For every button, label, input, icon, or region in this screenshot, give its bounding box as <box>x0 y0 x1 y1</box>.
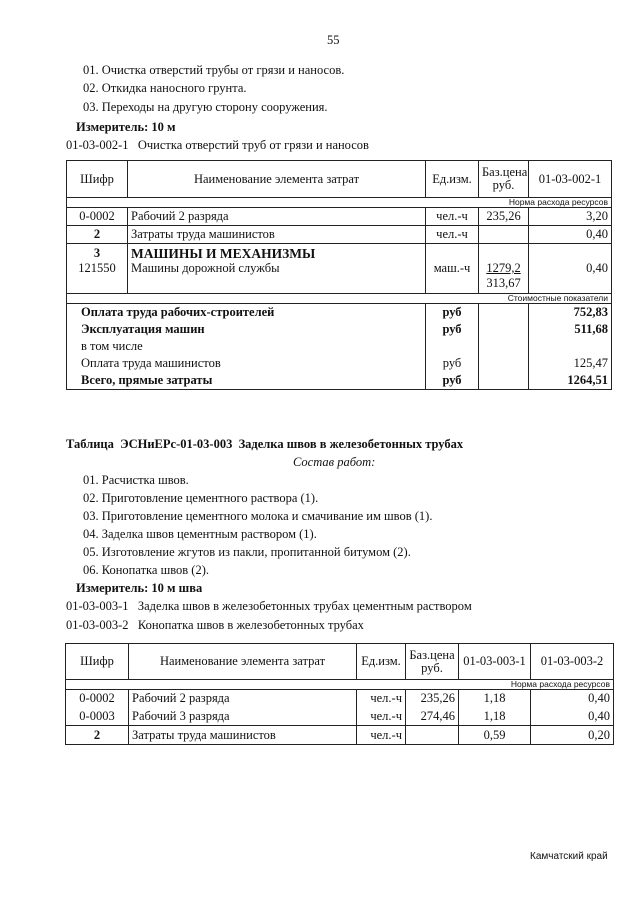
cell-value-2: 0,40 <box>531 708 614 726</box>
cell-value-2: 0,40 <box>531 690 614 708</box>
work-item: 01. Расчистка швов. <box>83 473 189 487</box>
header-name: Наименование элемента затрат <box>128 161 426 198</box>
work-item: 05. Изготовление жгутов из пакли, пропитанной битумом (2). <box>83 545 411 559</box>
header-norm-code-1: 01-03-003-1 <box>459 644 531 680</box>
cell-value-1: 0,59 <box>459 726 531 745</box>
header-name: Наименование элемента затрат <box>129 644 357 680</box>
table-row-group <box>67 244 612 294</box>
footer-region: Камчатский край <box>530 851 608 862</box>
table-title: Таблица ЭСНиЕРс-01-03-003 Заделка швов в железобетонных трубах <box>66 437 464 451</box>
cost-value: 511,68 <box>529 321 612 338</box>
cell-group-code: 3 <box>93 246 101 260</box>
table-row <box>66 708 614 726</box>
cost-name: Эксплуатация машин <box>67 321 426 338</box>
cell-value-1: 1,18 <box>459 708 531 726</box>
cell-code: 0-0003 <box>66 708 129 726</box>
cell-value: 0,40 <box>529 226 612 244</box>
work-item: 02. Приготовление цементного раствора (1). <box>83 491 319 505</box>
cell-price: 274,46 <box>406 708 459 726</box>
cell-price-top: 1279,2 <box>486 261 521 275</box>
header-code: Шифр <box>66 644 129 680</box>
cell-value-1: 1,18 <box>459 690 531 708</box>
cost-value: 752,83 <box>529 304 612 322</box>
cost-row <box>67 372 612 390</box>
work-item: 03. Приготовление цементного молока и смачивание им швов (1). <box>83 509 433 523</box>
cell-value: 0,40 <box>529 244 612 294</box>
cell-unit: чел.-ч <box>357 690 406 708</box>
table-row <box>67 208 612 226</box>
cell-name: Затраты труда машинистов <box>129 726 357 745</box>
cell-unit: чел.-ч <box>357 726 406 745</box>
cell-price <box>406 726 459 745</box>
table-row <box>66 726 614 745</box>
cell-code: 0-0002 <box>67 208 128 226</box>
work-item: 02. Откидка наносного грунта. <box>83 81 247 95</box>
cell-price: 235,26 <box>406 690 459 708</box>
meter-label: Измеритель: 10 м <box>76 120 176 134</box>
cost-row <box>67 321 612 338</box>
header-norm-code: 01-03-002-1 <box>529 161 612 198</box>
cell-name: Машины дорожной службы <box>131 261 280 275</box>
cost-row <box>67 304 612 322</box>
header-code: Шифр <box>67 161 128 198</box>
cell-unit: чел.-ч <box>426 226 479 244</box>
norm-label: Норма расхода ресурсов <box>66 680 614 690</box>
cost-row <box>67 355 612 372</box>
cell-unit: чел.-ч <box>426 208 479 226</box>
resource-table-2 <box>65 643 614 745</box>
work-item: 06. Конопатка швов (2). <box>83 563 210 577</box>
cost-name: в том числе <box>67 338 426 355</box>
header-unit: Ед.изм. <box>426 161 479 198</box>
code-line: 01-03-003-2 Конопатка швов в железобетонных трубах <box>66 618 364 632</box>
cost-unit: руб <box>426 304 479 322</box>
cell-code: 0-0002 <box>66 690 129 708</box>
cell-unit: маш.-ч <box>426 244 479 294</box>
cost-unit: руб <box>426 321 479 338</box>
cost-value: 125,47 <box>529 355 612 372</box>
cell-name: Рабочий 2 разряда <box>129 690 357 708</box>
cell-name: Рабочий 2 разряда <box>128 208 426 226</box>
code-line: 01-03-003-1 Заделка швов в железобетонных трубах цементным раствором <box>66 599 472 613</box>
cell-name: Рабочий 3 разряда <box>129 708 357 726</box>
cell-price-bottom: 313,67 <box>486 276 521 290</box>
cell-name: Затраты труда машинистов <box>128 226 426 244</box>
cost-label: Стоимостные показатели <box>67 294 612 304</box>
cell-value: 3,20 <box>529 208 612 226</box>
group-title: МАШИНЫ И МЕХАНИЗМЫ <box>131 246 316 261</box>
cost-unit: руб <box>426 372 479 390</box>
header-unit: Ед.изм. <box>357 644 406 680</box>
meter-label: Измеритель: 10 м шва <box>76 581 203 595</box>
cell-unit: чел.-ч <box>357 708 406 726</box>
header-norm-code-2: 01-03-003-2 <box>531 644 614 680</box>
work-item: 04. Заделка швов цементным раствором (1). <box>83 527 317 541</box>
table-row <box>66 690 614 708</box>
work-item: 03. Переходы на другую сторону сооружения. <box>83 100 328 114</box>
cost-name: Оплата труда машинистов <box>67 355 426 372</box>
cost-value: 1264,51 <box>529 372 612 390</box>
cost-unit: руб <box>426 355 479 372</box>
cell-code: 2 <box>67 226 128 244</box>
norm-label: Норма расхода ресурсов <box>67 198 612 208</box>
cell-code: 121550 <box>78 261 116 275</box>
cost-name: Оплата труда рабочих-строителей <box>67 304 426 322</box>
cell-price <box>479 226 529 244</box>
cell-price: 235,26 <box>479 208 529 226</box>
page-number: 55 <box>327 33 340 47</box>
cost-row <box>67 338 612 355</box>
cell-value-2: 0,20 <box>531 726 614 745</box>
composition-label: Состав работ: <box>293 455 376 469</box>
work-item: 01. Очистка отверстий трубы от грязи и наносов. <box>83 63 345 77</box>
header-price: Баз.цена руб. <box>406 644 459 680</box>
cost-name: Всего, прямые затраты <box>67 372 426 390</box>
table-row <box>67 226 612 244</box>
resource-table-1 <box>66 160 612 390</box>
cell-code: 2 <box>66 726 129 745</box>
code-line: 01-03-002-1 Очистка отверстий труб от грязи и наносов <box>66 138 369 152</box>
header-price: Баз.цена руб. <box>479 161 529 198</box>
